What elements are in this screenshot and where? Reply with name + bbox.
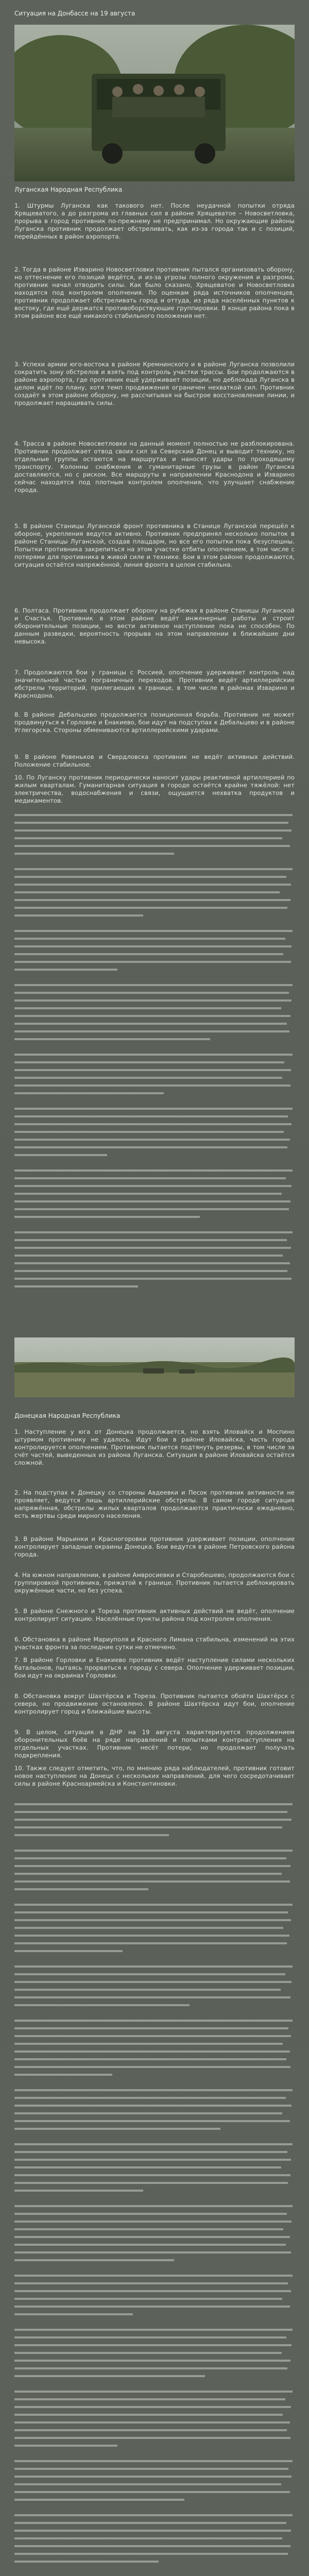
paragraph: 2. Тогда в районе Изварино Новосветловки противник пытался организовать оборону, но оттеснение его позиций ведётся, и из-за угрозы полного окружения и разгрома, противник начал отводить силы. Как было сказано, Хрящеватое и Новосветловка находятся под контролем ополчения. По оценкам ряда источников ополченцев, противник продолжает обстреливать город и оттуда, из ряда населённых пунктов к востоку, где ещё держатся противоборствующие группировки. В конце района пока в этом районе все ещё никакого стабильного положения нет. — [14, 266, 295, 319]
paragraph: 9. В районе Ровеньков и Свердловска противник не ведёт активных действий. Положение стабильное. — [14, 753, 295, 768]
photo-landscape — [14, 1337, 295, 1397]
paragraph: 4. Трасса в районе Новосветловки на данный момент полностью не разблокирована. Противник продолжает отвод своих сил за Северский Донец и выводит технику, но отдельные группы остаются на маршрутах и наносят удары по проходящему транспорту. Колонны снабжения и гуманитарные грузы в район Луганска доставляются, но с риском. Все маршруты в направлении Краснодона и Изварино сейчас находятся под плотным контролем ополчения, что улучшает снабжение города. — [14, 440, 295, 494]
paragraph: 5. В районе Снежного и Тореза противник активных действий не ведёт, ополчение контролирует ситуацию. Населённые пункты района под контролем ополчения. — [14, 1607, 295, 1622]
paragraph: 6. Полтаса. Противник продолжает оборону на рубежах в районе Станицы Луганской и Счастья. Противник в этом районе ведёт инженерные работы и строит оборонительные позиции, но вести активное наступление пока не способен. По данным разведки, вероятность прорыва на этом направлении в ближайшие дни невысока. — [14, 607, 295, 645]
section-title: Донецкая Народная Республика — [14, 1412, 121, 1419]
paragraph: 2. На подступах к Донецку со стороны Авдеевки и Песок противник активности не проявляет, ведутся лишь артиллерийские обстрелы. В самом городе ситуация напряжённая, обстрелы жилых кварталов продолжаются практически ежедневно, есть жертвы среди мирного населения. — [14, 1489, 295, 1519]
photo-landscape-image — [14, 1337, 295, 1397]
photo-soldiers-truck-image — [14, 25, 295, 181]
paragraph: 8. В районе Дебальцево продолжается позиционная борьба. Противник не может продвинуться к Горловке и Енакиево, бои идут на подступах к Дебальцево и в районе Углегорска. Стороны обмениваются артиллерийскими ударами. — [14, 711, 295, 734]
paragraph: 10. По Луганску противник периодически наносит удары реактивной артиллерией по жилым кварталам. Гуманитарная ситуация в городе остаётся крайне тяжёлой: нет электричества, водоснабжения и связи, ощущается нехватка продуктов и медикаментов. — [14, 774, 295, 804]
paragraph: 3. Успехи армии юго-востока в районе Кремнинского и в районе Луганска позволили сократить зону обстрелов и взять под контроль участки трассы. Бои продолжаются в районе аэропорта, где противник ещё удерживает позиции, но деблокада Луганска в целом идёт по плану, хотя темп продвижения ограничен нехваткой сил. Противник создаёт в этом районе оборону, не рассчитывая на быстрое восстановление линии, и продолжает наращивать силы. — [14, 361, 295, 406]
text-filler — [14, 814, 295, 1319]
paragraph: 7. Продолжаются бои у границы с Россией, ополчение удерживает контроль над значительной частью пограничных переходов. Противник ведёт артиллерийские обстрелы территорий, прилегающих к границе, в том числе в районах Изварино и Краснодона. — [14, 669, 295, 699]
paragraph: 1. Наступление у юга от Донецка продолжается, но взять Иловайск и Моспино штурмом противнику не удалось. Идут бои в районе Иловайска, часть города контролируется ополчением. Противник пытается подтянуть резервы, в том числе за счёт частей, выведенных из района Луганска. Ситуация в районе Иловайска остаётся сложной. — [14, 1428, 295, 1466]
paragraph: 9. В целом, ситуация в ДНР на 19 августа характеризуется продолжением оборонительных боёв на ряде направлений и попытками контрнаступления на отдельных участках. Противник несёт потери, но продолжает получать подкрепления. — [14, 1728, 295, 1759]
paragraph: 3. В районе Марьинки и Красногоровки противник удерживает позиции, ополчение контролирует западные окраины Донецка. Бои ведутся в районе Петровского района города. — [14, 1535, 295, 1558]
text-filler — [14, 1803, 295, 2576]
paragraph: 4. На южном направлении, в районе Амвросиевки и Старобешево, продолжаются бои с группировкой противника, прижатой к границе. Противник пытается деблокировать окружённые части, но без успеха. — [14, 1571, 295, 1594]
section-title: Ситуация на Донбассе на 19 августа — [14, 10, 135, 17]
paragraph: 1. Штурмы Луганска как такового нет. После неудачной попытки отряда Хрящеватого, а до разгрома из главных сил в районе Хрящеватое – Новосветловка, прорыва в город противник по-прежнему не предпринимал. Но окружающие районы Луганска противник продолжает обстреливать, как из-за города так и с позиций, перейдённых в район аэропорта. — [14, 202, 295, 240]
photo-soldiers-truck — [14, 25, 295, 181]
paragraph: 10. Также следует отметить, что, по мнению ряда наблюдателей, противник готовит новое наступление на Донецк с нескольких направлений, для чего сосредотачивает силы в районе Красноармейска и Константиновки. — [14, 1765, 295, 1787]
paragraph: 5. В районе Станицы Луганской фронт противника в Станице Луганской перешёл к обороне, укрепления ведутся активно. Противник предпринял несколько попыток в районе Станицы Луганской, создав плацдарм, но все его попытки пока безуспешны. Попытки противника закрепиться на этом участке отбиты ополчением, в том числе с потерями для противника в живой силе и технике. Бои в этом районе продолжаются, ситуация остаётся напряжённой, линия фронта в целом стабильна. — [14, 522, 295, 568]
section-subtitle: Луганская Народная Республика — [14, 186, 123, 193]
text-filler-lines — [14, 1803, 295, 2576]
paragraph: 8. Обстановка вокруг Шахтёрска и Тореза. Противник пытается обойти Шахтёрск с севера, но продвижение остановлено. В районе Шахтёрска идут бои, ополчение контролирует город и ближайшие высоты. — [14, 1692, 295, 1715]
paragraph: 7. В районе Горловки и Енакиево противник ведёт наступление силами нескольких батальонов, пытаясь прорваться к городу с севера. Ополчение удерживает позиции, бои идут на окраинах Горловки. — [14, 1656, 295, 1679]
paragraph: 6. Обстановка в районе Мариуполя и Красного Лимана стабильна, изменений на этих участках фронта за последние сутки не отмечено. — [14, 1636, 295, 1651]
text-filler-lines — [14, 814, 295, 1319]
